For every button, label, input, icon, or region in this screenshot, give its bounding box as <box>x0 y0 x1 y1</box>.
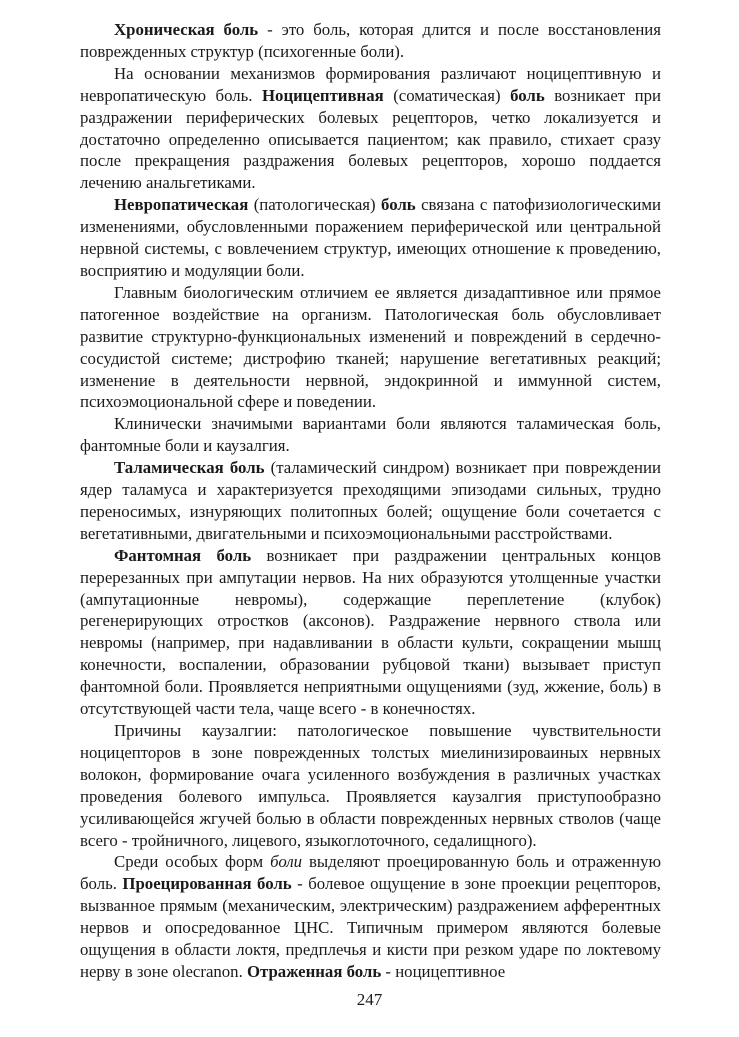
paragraph-phantom-pain <box>80 545 661 720</box>
page-number: 247 <box>356 990 383 1009</box>
paragraph-pain-types <box>80 63 661 194</box>
bold-term: Хроническая боль <box>114 20 259 39</box>
paragraph-text: (патологическая) <box>248 195 382 215</box>
bold-term: Невропатическая <box>114 195 249 215</box>
bold-term: боль <box>510 85 545 105</box>
paragraph-projected-pain <box>80 851 661 982</box>
paragraph-text: (таламический синдром) возникает при повреждении ядер таламуса и характеризуется преходящими эпизодами сильных, трудно переносимых, изнуряющих политопных болей; ощущение боли сочетается с вегетативными, двигательными и психоэмоциональными расстройствами. <box>80 458 661 543</box>
paragraph-text: возникает при раздражении центральных концов перерезанных при ампутации нервов. На них образуются утолщенные участки (ампутационные невромы), содержащие переплетение (клубок) регенерирующих отростков (аксонов). Раздражение нервного ствола или невромы (например, при надавливании в области культи, сокращении мышц конечности, воспалении, образовании рубцовой ткани) вызывает приступ фантомной боли. Проявляется неприятными ощущениями (зуд, жжение, боль) в отсутствующей части тела, чаще всего - в конечностях. <box>80 545 661 719</box>
bold-term: боль <box>381 195 416 215</box>
bold-term: Таламическая боль <box>114 458 265 478</box>
bold-term: Ноцицептивная <box>262 85 384 105</box>
paragraph-text: Среди особых форм <box>114 852 271 872</box>
paragraph-text: - болевое ощущение в зоне проекции рецепторов, вызванное прямым (механическим, электрическим) раздражением афферентных нервов и опосредованное ЦНС. Типичным примером являются болевые ощущения в области локтя, предплечья и кисти при резком ударе по локтевому нерву в зоне olecranon. <box>80 874 661 981</box>
italic-term: боли <box>270 852 303 872</box>
paragraph-text: - ноцицептивное <box>381 961 506 981</box>
paragraph-text: Главным биологическим отличием ее является дизадаптивное или прямое патогенное воздействие на организм. Патологическая боль обусловливает развитие структурно-функциональных изменений и повреждений в сердечно-сосудистой системе; дистрофию тканей; нарушение вегетативных реакций; изменение в деятельности нервной, эндокринной и иммунной систем, психоэмоциональной сфере и поведении. <box>80 282 661 412</box>
paragraph-thalamic-pain <box>80 457 661 545</box>
paragraph-biological-difference <box>80 282 661 413</box>
paragraph-neuropathic-pain <box>80 194 661 282</box>
paragraph-text: На основании механизмов формирования различают ноцицептивную и невропатическую боль. <box>80 63 661 105</box>
paragraph-causalgia <box>80 720 661 851</box>
paragraph-text: связана с патофизиологическими изменениями, обусловленными поражением периферической или центральной нервной системы, с вовлечением структур, имеющих отношение к проведению, восприятию и модуляции боли. <box>80 195 662 280</box>
paragraph-text: выделяют проецированную боль и отраженную боль. <box>80 852 661 894</box>
bold-term: Отраженная боль <box>246 961 382 981</box>
bold-term: Фантомная боль <box>114 545 252 565</box>
paragraph-clinical-variants <box>80 413 661 457</box>
bold-term: Проецированная боль <box>122 874 292 894</box>
paragraph-text: Клинически значимыми вариантами боли являются таламическая боль, фантомные боли и каузалгия. <box>80 414 661 456</box>
paragraph-chronic-pain <box>80 19 661 63</box>
document-page <box>80 19 661 983</box>
paragraph-text: возникает при раздражении периферических болевых рецепторов, четко локализуется и достаточно определенно описывается пациентом; как правило, стихает сразу после прекращения раздражения болевых рецепторов, хорошо поддается лечению анальгетиками. <box>80 85 661 193</box>
paragraph-text: - это боль, которая длится и после восстановления поврежденных структур (психогенные боли). <box>80 20 661 61</box>
paragraph-text: (соматическая) <box>383 85 511 105</box>
paragraph-text: Причины каузалгии: патологическое повышение чувствительности ноцицепторов в зоне поврежденных толстых миелинизироваиных нервных волокон, формирование очага усиленного возбуждения в различных участках проведения болевого импульса. Проявляется каузалгия приступообразно усиливающейся жгучей болью в области поврежденных нервных стволов (чаще всего - тройничного, лицевого, языкоглоточного, седалищного). <box>80 721 661 850</box>
